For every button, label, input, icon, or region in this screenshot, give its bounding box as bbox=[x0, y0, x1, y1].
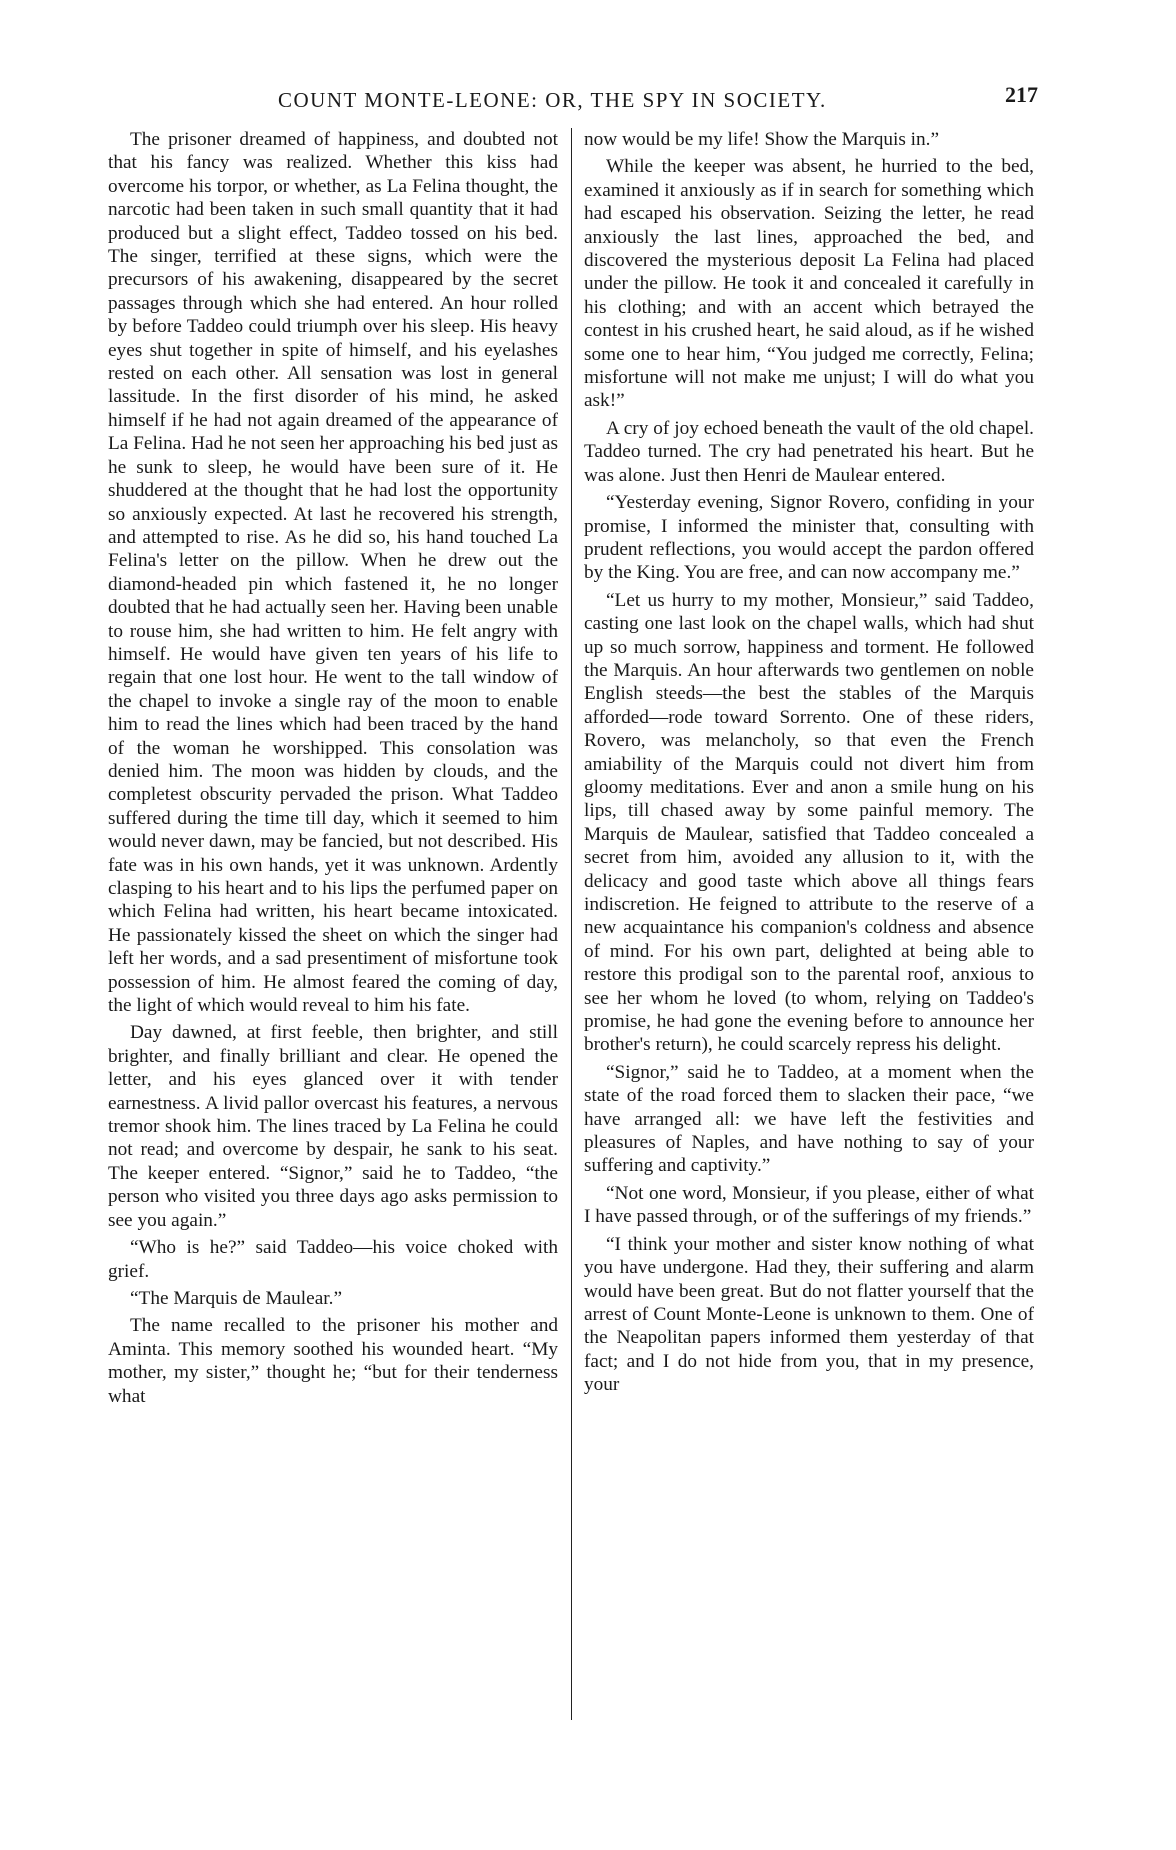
paragraph: now would be my life! Show the Marquis in.” bbox=[584, 129, 940, 150]
paragraph: A cry of joy echoed beneath the vault of the old chapel. Taddeo turned. The cry had penetrated his heart. But he was alone. Just then Henri de Maulear entered. bbox=[584, 417, 1034, 486]
column-divider bbox=[571, 128, 572, 1720]
left-column bbox=[108, 128, 558, 1828]
running-title: COUNT MONTE-LEONE: OR, THE SPY IN SOCIETY. bbox=[278, 88, 827, 112]
paragraph: “Signor,” said he to Taddeo, at a moment when the state of the road forced them to slacken their pace, “we have arranged all: we have left the festivities and pleasures of Naples, and have nothing to say of your suffering and captivity.” bbox=[584, 1061, 1034, 1177]
paragraph: “I think your mother and sister know nothing of what you have undergone. Had they, their suffering and alarm would have been great. But do not flatter yourself that the arrest of Count Monte-Leone is unknown to them. One of the Neapolitan papers informed them yesterday of that fact; and I do not hide from you, that in my presence, your bbox=[584, 1233, 1034, 1396]
text-columns bbox=[108, 128, 1038, 1828]
paragraph: The prisoner dreamed of happiness, and doubted not that his fancy was realized. Whether this kiss had overcome his torpor, or whether, as La Felina thought, the narcotic had been taken in such small quantity that it had produced but a slight effect, Taddeo tossed on his bed. The singer, terrified at these signs, which were the precursors of his awakening, disappeared by the secret passages through which she had entered. An hour rolled by before Taddeo could triumph over his sleep. His heavy eyes shut together in spite of himself, and his eyelashes rested on each other. All sensation was lost in general lassitude. In the first disorder of his mind, he asked himself if he had not again dreamed of the appearance of La Felina. Had he not seen her approaching his bed just as he sunk to sleep, he would have been sure of it. He shuddered at the thought that he had lost the opportunity so anxiously expected. At last he recovered his strength, and attempted to rise. As he did so, his hand touched La Felina's letter on the pillow. When he drew out the diamond-headed pin which fastened it, he no longer doubted that he had actually seen her. Having been unable to rouse him, she had written to him. He felt angry with himself. He would have given ten years of his life to regain that one lost hour. He went to the tall window of the chapel to invoke a single ray of the moon to enable him to read the lines which had been traced by the hand of the woman he worshipped. This consolation was denied him. The moon was hidden by clouds, and the completest obscurity pervaded the prison. What Taddeo suffered during the time till day, which it seemed to him would never dawn, may be fancied, but not described. His fate was in his own hands, yet it was unknown. Ardently clasping to his heart and to his lips the perfumed paper on which Felina had written, his heart became intoxicated. He passionately kissed the sheet on which the singer had left her words, and a sad presentiment of misfortune took possession of him. He almost feared the coming of day, the light of which would reveal to him his fate. bbox=[108, 129, 558, 1017]
paragraph: The name recalled to the prisoner his mother and Aminta. This memory soothed his wounded heart. “My mother, my sister,” thought he; “but for their tenderness what bbox=[108, 1315, 558, 1407]
right-column bbox=[584, 128, 1034, 1828]
page-number: 217 bbox=[1005, 82, 1038, 107]
paragraph: While the keeper was absent, he hurried to the bed, examined it anxiously as if in search for something which had escaped his observation. Seizing the letter, he read anxiously the last lines, approached the bed, and discovered the mysterious deposit La Felina had placed under the pillow. He took it and concealed it carefully in his clothing; and with an accent which betrayed the contest in his crushed heart, he said aloud, as if he wished some one to hear him, “You judged me correctly, Felina; misfortune will not make me unjust; I will do what you ask!” bbox=[584, 156, 1034, 412]
paragraph: “Who is he?” said Taddeo—his voice choked with grief. bbox=[108, 1237, 558, 1282]
page-header bbox=[118, 82, 1038, 122]
paragraph: “Not one word, Monsieur, if you please, either of what I have passed through, or of the sufferings of my friends.” bbox=[584, 1182, 1034, 1228]
paragraph: “Yesterday evening, Signor Rovero, confiding in your promise, I informed the minister that, consulting with prudent reflections, you would accept the pardon offered by the King. You are free, and can now accompany me.” bbox=[584, 492, 1034, 584]
paragraph: “Let us hurry to my mother, Monsieur,” said Taddeo, casting one last look on the chapel walls, which had shut up so much sorrow, happiness and torment. He followed the Marquis. An hour afterwards two gentlemen on noble English steeds—the best the stables of the Marquis afforded—rode toward Sorrento. One of these riders, Rovero, was melancholy, so that even the French amiability of the Marquis could not divert him from gloomy meditations. Ever and anon a smile hung on his lips, till chased away by some painful memory. The Marquis de Maulear, satisfied that Taddeo concealed a secret from him, avoided any allusion to it, with the delicacy and good taste which above all things fears indiscretion. He feigned to attribute to the reserve of a new acquaintance his companion's coldness and absence of mind. For his own part, delighted at being able to restore this prodigal son to the parental roof, anxious to see her whom he loved (to whom, relying on Taddeo's promise, he had gone the evening before to announce her brother's return), he could scarcely repress his delight. bbox=[584, 589, 1034, 1056]
paragraph: “The Marquis de Maulear.” bbox=[130, 1287, 343, 1309]
paragraph: Day dawned, at first feeble, then brighter, and still brighter, and finally brilliant and clear. He opened the letter, and his eyes glanced over it with tender earnestness. A livid pallor overcast his features, a nervous tremor shook him. The lines traced by La Felina he could not read; and overcome by despair, he sank to his seat. The keeper entered. “Signor,” said he to Taddeo, “the person who visited you three days ago asks permission to see you again.” bbox=[108, 1022, 558, 1231]
